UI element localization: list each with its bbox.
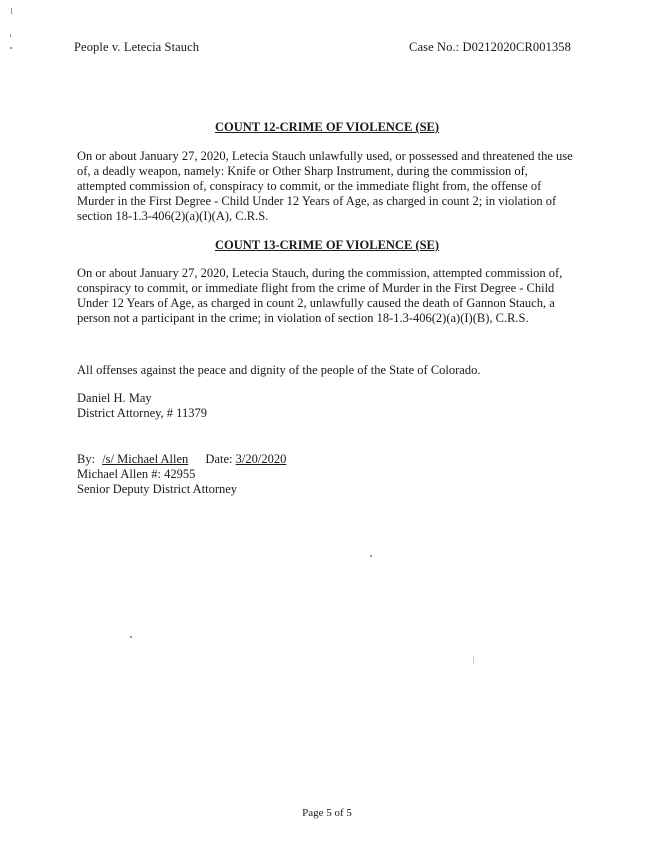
scan-speck xyxy=(473,656,474,664)
case-number: Case No.: D0212020CR001358 xyxy=(409,40,571,54)
count-13-heading: COUNT 13-CRIME OF VIOLENCE (SE) xyxy=(214,238,440,252)
date-label: Date: xyxy=(205,452,233,466)
closing-statement: All offenses against the peace and dignity of the people of the State of Colorado. xyxy=(77,363,481,377)
count-13-body: On or about January 27, 2020, Letecia Stauch, during the commission, attempted commission of, conspiracy to commit, or immediate flight from the crime of Murder in the First Degree - Child Under 12 Years of Age, as charged in count 2, unlawfully caused the death of Gannon Stauch, a person not a participant in the crime; in violation of section 18-1.3-406(2)(a)(I)(B), C.R.S. xyxy=(77,266,563,325)
scan-speck xyxy=(10,47,12,49)
signed-name: /s/ Michael Allen xyxy=(102,452,189,466)
signer-title: Senior Deputy District Attorney xyxy=(77,482,238,496)
page-number: Page 5 of 5 xyxy=(302,807,352,819)
da-title: District Attorney, # 11379 xyxy=(77,406,207,420)
scan-speck xyxy=(370,555,372,557)
count-12-heading: COUNT 12-CRIME OF VIOLENCE (SE) xyxy=(214,120,440,134)
scan-speck xyxy=(130,636,132,638)
scan-speck xyxy=(10,34,11,37)
case-title: People v. Letecia Stauch xyxy=(74,40,200,54)
signer-line: Michael Allen #: 42955 xyxy=(77,467,196,481)
scan-speck xyxy=(11,8,12,14)
by-label: By: xyxy=(77,452,96,466)
da-name: Daniel H. May xyxy=(77,391,152,405)
signature-line xyxy=(77,452,286,467)
date-value: 3/20/2020 xyxy=(235,452,287,466)
count-12-body: On or about January 27, 2020, Letecia Stauch unlawfully used, or possessed and threatened the use of, a deadly weapon, namely: Knife or Other Sharp Instrument, during the commission of, attempted commission of, conspiracy to commit, or the immediate flight from, the offense of Murder in the First Degree - Child Under 12 Years of Age, as charged in count 2; in violation of section 18-1.3-406(2)(a)(I)(A), C.R.S. xyxy=(77,149,573,223)
